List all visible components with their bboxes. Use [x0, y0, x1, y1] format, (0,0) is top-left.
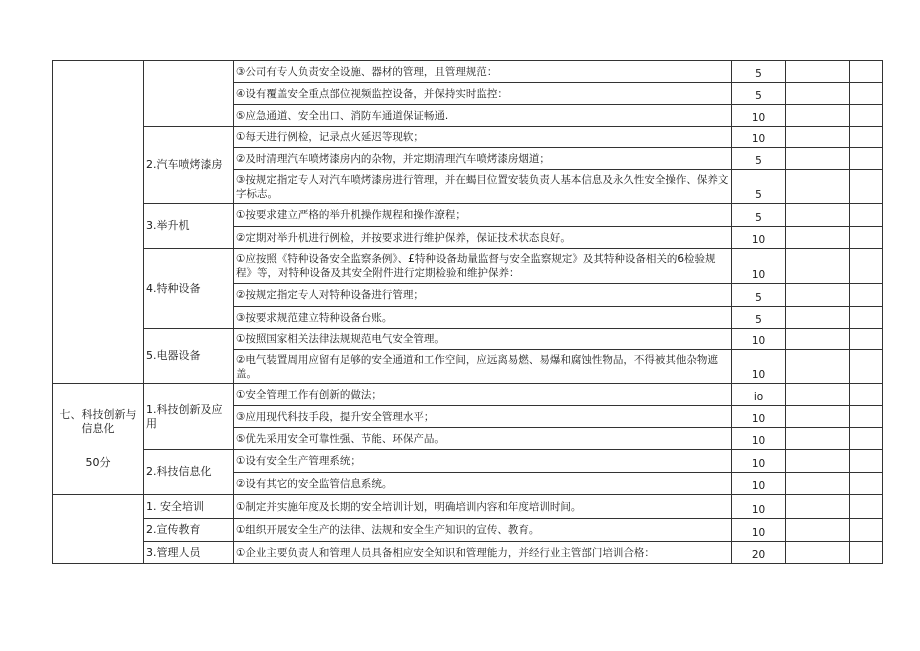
blank-cell	[786, 384, 850, 406]
content-cell: ①按照国家相关法律法规规范电气安全管理。	[234, 329, 732, 350]
item-cell: 3.举升机	[144, 204, 234, 249]
item-cell: 1. 安全培训	[144, 495, 234, 519]
score-cell: 10	[732, 519, 786, 542]
category-cell	[53, 61, 144, 384]
score-cell: 10	[732, 227, 786, 249]
content-cell: ①每天进行例检，记录点火延迟等现软；	[234, 127, 732, 148]
blank-cell	[850, 148, 883, 170]
content-cell: ⑤应急通道、安全出口、消防车通道保证畅通.	[234, 105, 732, 127]
blank-cell	[850, 170, 883, 204]
blank-cell	[850, 127, 883, 148]
blank-cell	[850, 105, 883, 127]
score-cell: 5	[732, 284, 786, 307]
scoring-table	[52, 60, 883, 564]
score-cell: 10	[732, 406, 786, 428]
content-cell: ②及时清理汽车喷烤漆房内的杂物，并定期清理汽车喷烤漆房烟道；	[234, 148, 732, 170]
content-cell: ②设有其它的安全监管信息系统。	[234, 473, 732, 495]
item-cell: 2.汽车喷烤漆房	[144, 127, 234, 204]
section-7-points: 50分	[85, 456, 111, 469]
blank-cell	[786, 406, 850, 428]
blank-cell	[850, 542, 883, 564]
content-cell: ②定期对举升机进行例检，并按要求进行维护保养，保证技术状态良好。	[234, 227, 732, 249]
item-cell: 4.特种设备	[144, 249, 234, 329]
section-7-cell	[53, 384, 144, 495]
score-cell: 10	[732, 105, 786, 127]
blank-cell	[786, 428, 850, 450]
blank-cell	[850, 249, 883, 284]
blank-cell	[850, 83, 883, 105]
blank-cell	[850, 227, 883, 249]
blank-cell	[786, 83, 850, 105]
item-cell: 2.科技信息化	[144, 450, 234, 495]
score-cell: 5	[732, 148, 786, 170]
score-cell: 5	[732, 204, 786, 227]
blank-cell	[786, 473, 850, 495]
blank-cell	[786, 249, 850, 284]
blank-cell	[786, 127, 850, 148]
content-cell: ⑤优先采用安全可靠性强、节能、环保产品。	[234, 428, 732, 450]
blank-cell	[786, 227, 850, 249]
blank-cell	[786, 284, 850, 307]
content-cell: ③公司有专人负责安全设施、器材的管理，且管理规范：	[234, 61, 732, 83]
blank-cell	[850, 519, 883, 542]
content-cell: ②按规定指定专人对特种设备进行管理；	[234, 284, 732, 307]
content-cell: ①制定并实施年度及长期的安全培训计划，明确培训内容和年度培训时间。	[234, 495, 732, 519]
item-cell: 2.宣传教育	[144, 519, 234, 542]
blank-cell	[850, 329, 883, 350]
score-cell: 10	[732, 350, 786, 384]
blank-cell	[850, 204, 883, 227]
blank-cell	[850, 473, 883, 495]
score-cell: 5	[732, 83, 786, 105]
score-cell: 10	[732, 450, 786, 473]
blank-cell	[850, 406, 883, 428]
blank-cell	[850, 284, 883, 307]
score-cell: 5	[732, 61, 786, 83]
score-cell: 10	[732, 473, 786, 495]
blank-cell	[786, 170, 850, 204]
item-cell: 5.电器设备	[144, 329, 234, 384]
score-cell: 10	[732, 127, 786, 148]
blank-cell	[850, 384, 883, 406]
content-cell: ③应用现代科技手段，提升安全管理水平；	[234, 406, 732, 428]
blank-cell	[850, 450, 883, 473]
score-cell: 10	[732, 329, 786, 350]
blank-cell	[786, 450, 850, 473]
content-cell: ①安全管理工作有创新的做法；	[234, 384, 732, 406]
blank-cell	[786, 307, 850, 329]
score-cell: 5	[732, 307, 786, 329]
score-cell: 10	[732, 428, 786, 450]
content-cell: ②电气装置周用应留有足够的安全通道和工作空间，应远离易燃、易爆和腐蚀性物品，不得被其他杂物遮盖。	[234, 350, 732, 384]
content-cell: ①应按照《特种设备安全监察条例》、£特种设备劫量监督与安全监察规定》及其特种设备相关的6检验规程》等，对特种设备及其安全附件进行定期检验和维护保养：	[234, 249, 732, 284]
blank-cell	[786, 542, 850, 564]
blank-cell	[850, 307, 883, 329]
blank-cell	[786, 495, 850, 519]
score-cell: 10	[732, 495, 786, 519]
blank-cell	[850, 428, 883, 450]
section-7-title: 七、科技创新与信息化	[59, 408, 137, 435]
content-cell: ③按规定指定专人对汽车喷烤漆房进行管理，并在蝎目位置安装负责人基本信息及永久性安全操作、保养文字标志。	[234, 170, 732, 204]
blank-cell	[786, 519, 850, 542]
content-cell: ④设有覆盖安全重点部位视频监控设备，并保持实时监控：	[234, 83, 732, 105]
blank-cell	[850, 61, 883, 83]
content-cell: ③按要求规范建立特种设备台账。	[234, 307, 732, 329]
blank-cell	[786, 350, 850, 384]
content-cell: ①组织开展安全生产的法律、法规和安全生产知识的宣传、教育。	[234, 519, 732, 542]
blank-cell	[786, 329, 850, 350]
category-cell	[53, 495, 144, 564]
blank-cell	[786, 105, 850, 127]
blank-cell	[786, 148, 850, 170]
content-cell: ①按要求建立严格的举升机操作规程和操作潦程；	[234, 204, 732, 227]
item-cell: 1.科技创新及应用	[144, 384, 234, 450]
item-cell	[144, 61, 234, 127]
blank-cell	[786, 204, 850, 227]
blank-cell	[850, 350, 883, 384]
content-cell: ①设有安全生产管理系统；	[234, 450, 732, 473]
score-cell: 20	[732, 542, 786, 564]
blank-cell	[786, 61, 850, 83]
score-cell: 10	[732, 249, 786, 284]
score-cell: io	[732, 384, 786, 406]
content-cell: ①企业主要负责人和管理人员具备相应安全知识和管理能力，并经行业主管部门培训合格：	[234, 542, 732, 564]
item-cell: 3.管理人员	[144, 542, 234, 564]
score-cell: 5	[732, 170, 786, 204]
blank-cell	[850, 495, 883, 519]
